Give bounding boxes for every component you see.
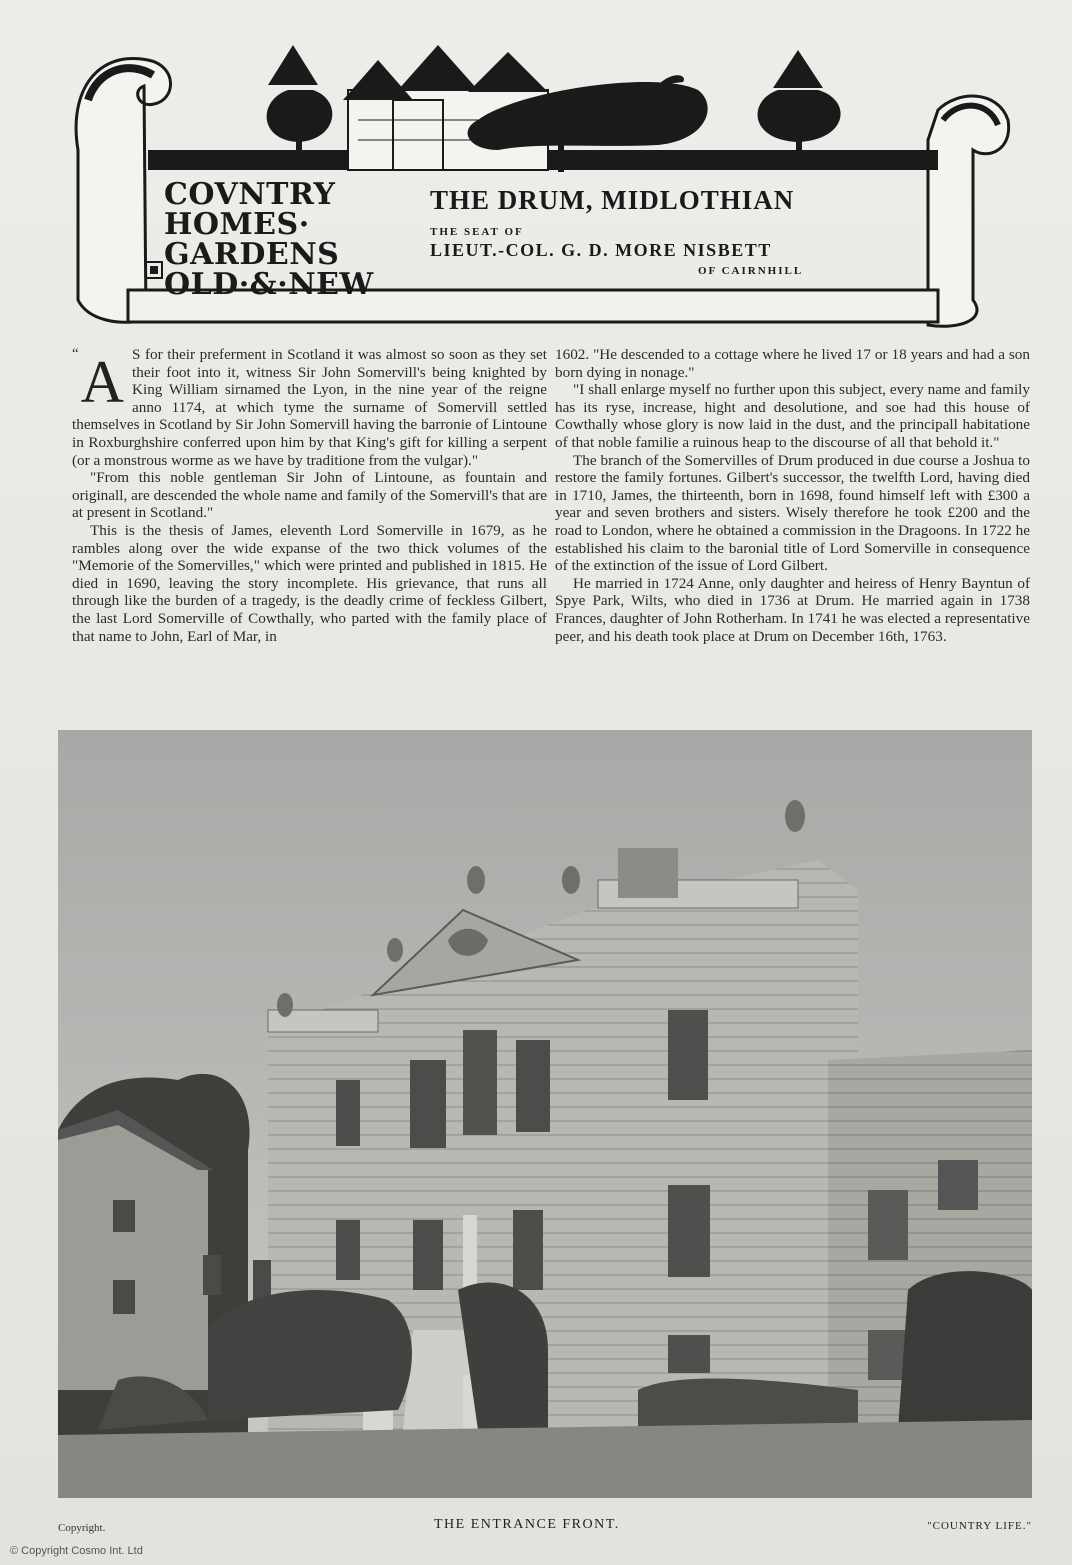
owner-place: OF CAIRNHILL [698,265,804,277]
photo-credit: "COUNTRY LIFE." [927,1520,1032,1532]
drop-cap: A [80,349,125,415]
opening-quote: “ [72,346,79,362]
article-paragraph: "I shall enlarge myself no further upon this subject, every name and family has its ryse, increase, hight and desolutione, and soe had this house of Cowthally whose glory is now laid in the dust, and the principall habitatione of that noble familie a ruinous heap to the discourse of all that behold it." [555,381,1030,451]
series-title-line: COVNTRY [164,177,336,212]
article-paragraph: This is the thesis of James, eleventh Lord Somerville in 1679, as he rambles along over the wide expanse of the two thick volumes of the "Memorie of the Somervilles," which were printed and published in 1815. He died in 1690, leaving the story incomplete. His grievance, that runs all through like the burden of a tragedy, is the deadly crime of feckless Gilbert, the last Lord Somerville of Cowthally, who parted with the family place of that name to John, Earl of Mar, in [72,521,547,645]
copyright-watermark: © Copyright Cosmo Int. Ltd [10,1545,143,1557]
article-paragraph-text: S for their preferment in Scotland it was almost so soon as they set their foot into it, witness Sir John Somervill's being knighted by King William sirnamed the Lyon, in the nine year of the reigne anno 1174, at which tyme the surname of Somervill settled themselves in Scotland by Sir John Somervill having the barronie of Lintoune in Roxburghshire conferred upon him by that King's gift for killing a serpent (or a monstrous worme as we have by traditione from the vulgar)." [72,346,547,469]
photo-caption: THE ENTRANCE FRONT. [434,1517,620,1532]
series-title-line: OLD·&·NEW [164,267,374,302]
decorative-header-banner [58,30,1018,338]
owner-name: LIEUT.-COL. G. D. MORE NISBETT [430,240,772,260]
article-column-left [72,346,547,645]
article-title-block [430,185,940,277]
photo-copyright: Copyright. [58,1522,106,1534]
article-title: THE DRUM, MIDLOTHIAN [430,185,795,215]
photo-caption-row [58,1516,1032,1538]
article-paragraph: The branch of the Somervilles of Drum produced in due course a Joshua to restore the family fortunes. Gilbert's successor, the twelfth Lord, having died in 1710, James, the thirteenth, born in 1698, found himself left with £300 a year and seven brothers and sisters. Wisely therefore he took £200 and the road to London, where he obtained a commission in the Dragoons. In 1722 he established his claim to the baronial title of Lord Somerville in consequence of the extinction of the issue of Lord Gilbert. [555,451,1030,575]
series-title-line: GARDENS [164,237,340,272]
article-paragraph: 1602. "He descended to a cottage where he lived 17 or 18 years and had a son born dying in nonage." [555,346,1030,381]
entrance-front-photo [58,730,1032,1498]
article-paragraph: "From this noble gentleman Sir John of Lintoune, as fountain and originall, are descended the whole name and family of the Somervill's that are at present in Scotland." [72,469,547,522]
article-column-right [555,346,1030,645]
series-title [164,177,464,302]
article-paragraph [72,346,547,469]
series-title-line: HOMES· [164,207,310,242]
article-paragraph: He married in 1724 Anne, only daughter and heiress of Henry Bayntun of Spye Park, Wilts, who died in 1736 at Drum. He married again in 1738 Frances, daughter of John Rotherham. In 1741 he was elected a representative peer, and his death took place at Drum on December 16th, 1763. [555,574,1030,645]
house-photograph [58,730,1032,1498]
seat-of-label: THE SEAT OF [430,226,524,238]
